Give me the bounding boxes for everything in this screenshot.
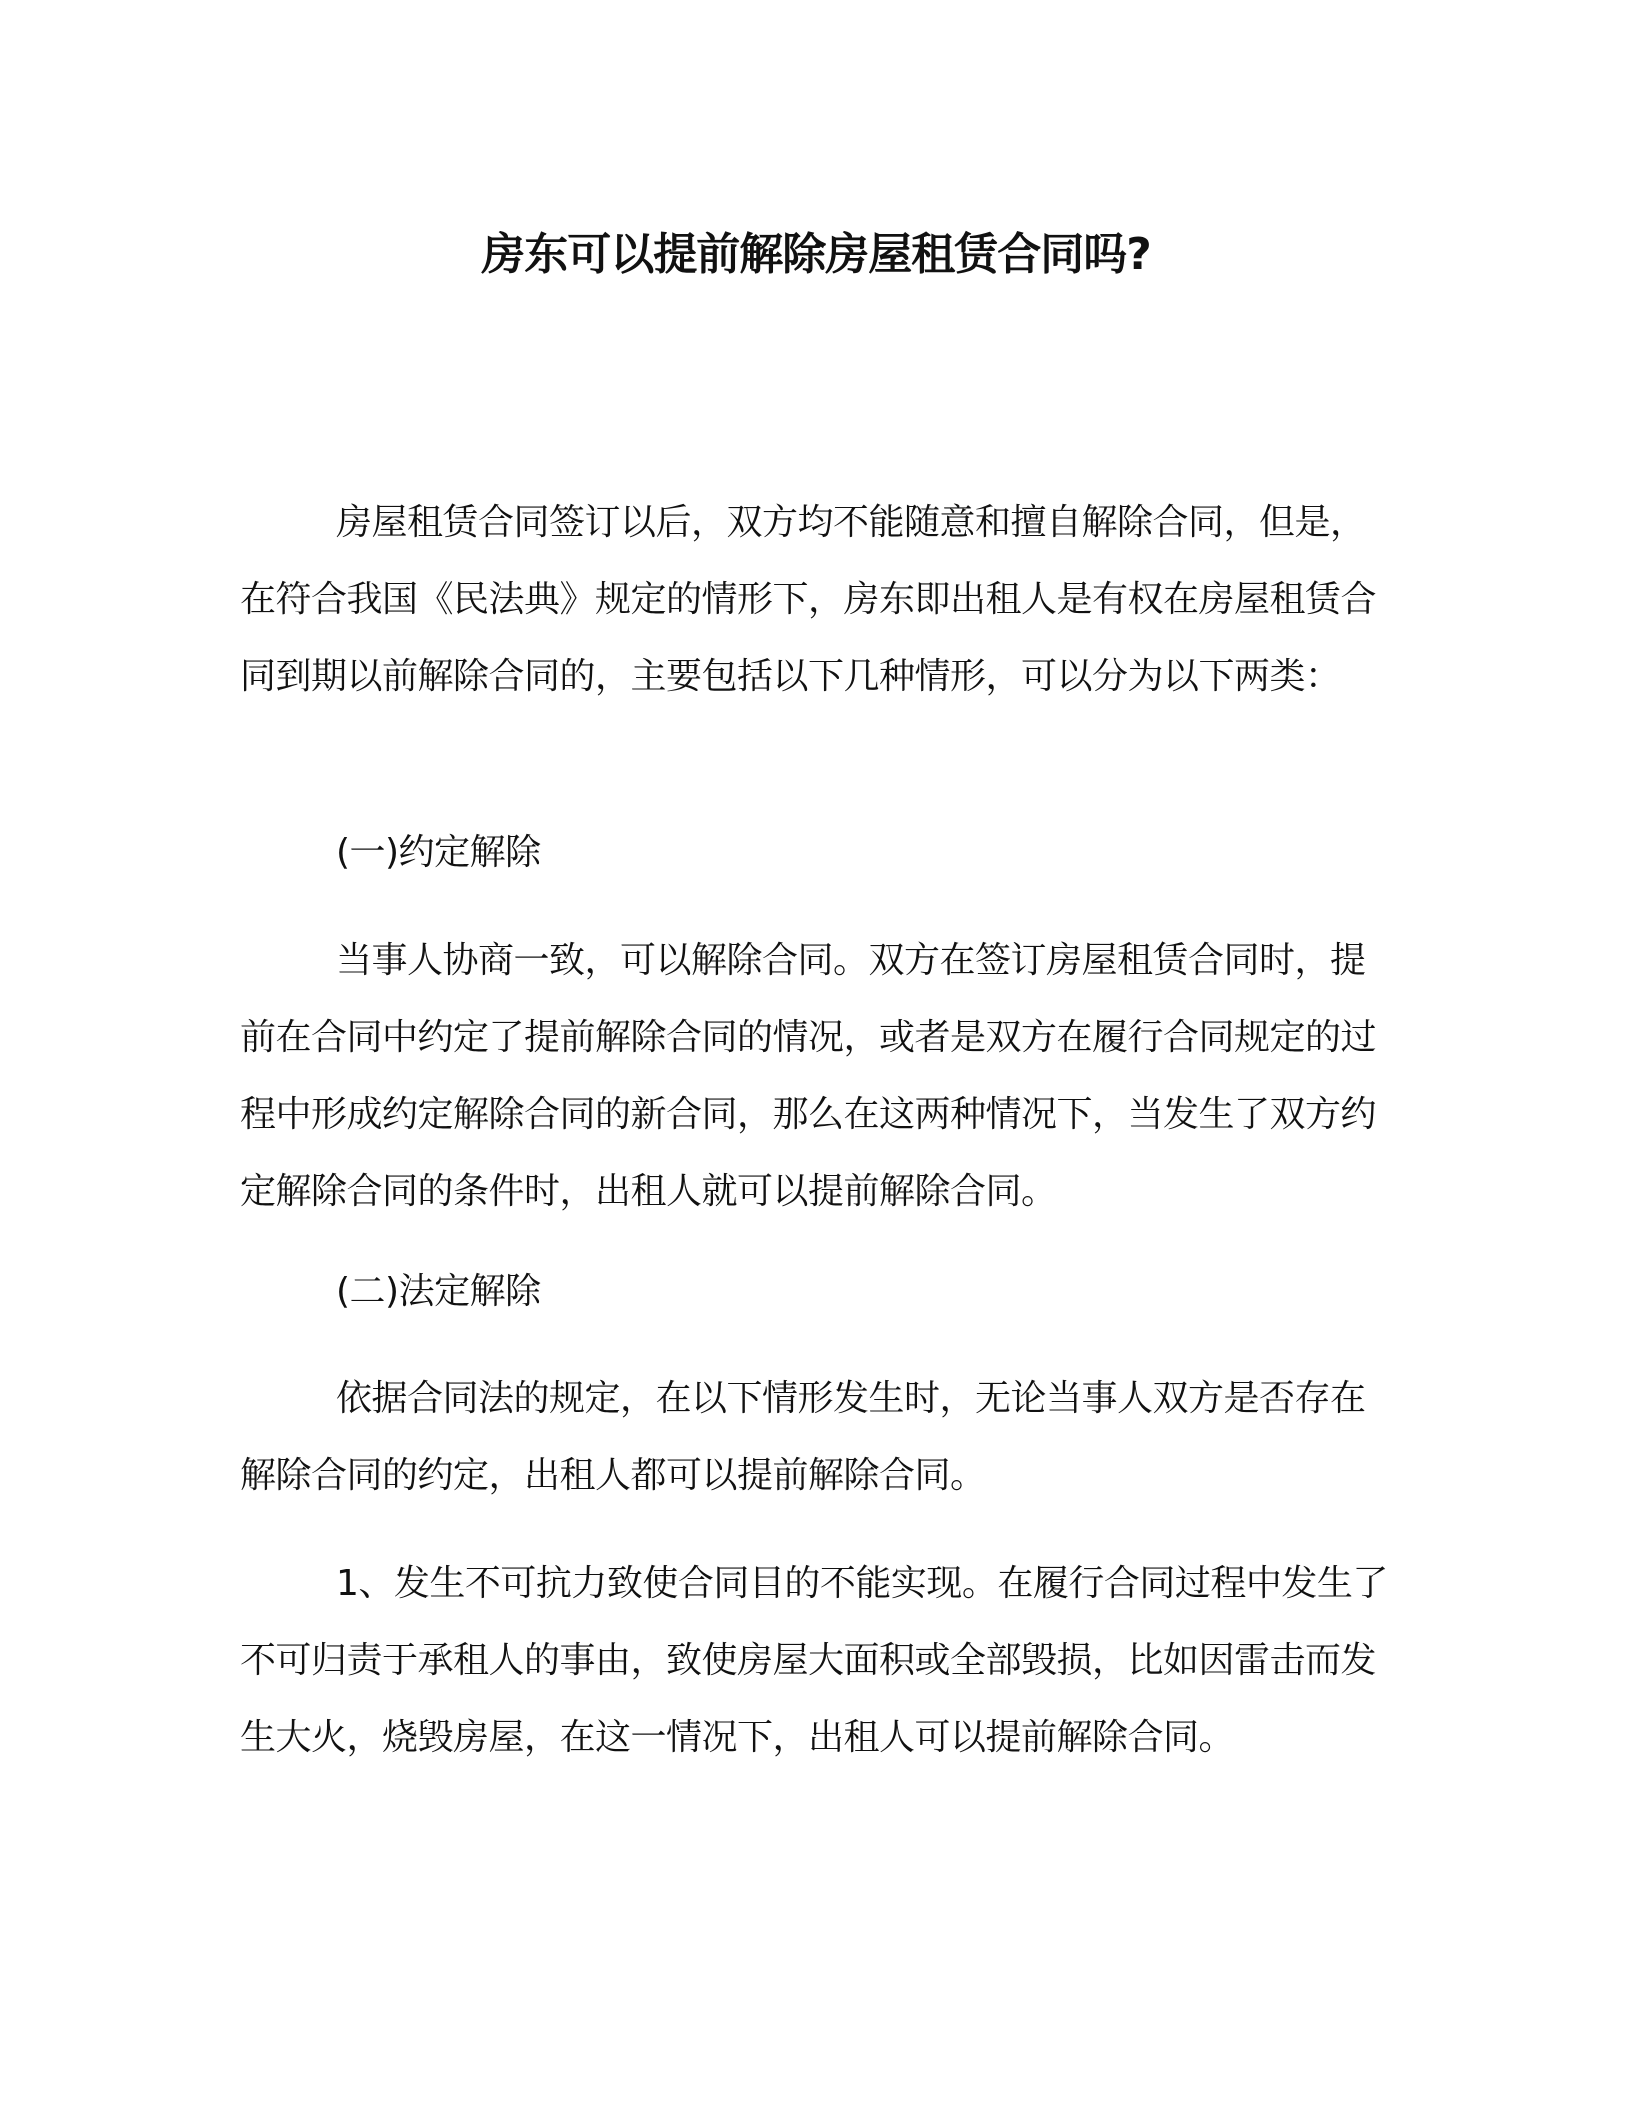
- statutory-termination-paragraph: 依据合同法的规定，在以下情形发生时，无论当事人双方是否存在解除合同的约定，出租人都可以提前解除合同。: [240, 1378, 1366, 1496]
- intro-paragraph: 房屋租赁合同签订以后，双方均不能随意和擅自解除合同，但是，在符合我国《民法典》规定的情形下，房东即出租人是有权在房屋租赁合同到期以前解除合同的，主要包括以下几种情形，可以分为以下两类：: [240, 502, 1377, 697]
- list-item-force-majeure: 1、发生不可抗力致使合同目的不能实现。在履行合同过程中发生了不可归责于承租人的事由，致使房屋大面积或全部毁损，比如因雷击而发生大火，烧毁房屋，在这一情况下，出租人可以提前解除合同。: [240, 1563, 1388, 1758]
- section-heading-agreed-termination: (一)约定解除: [336, 832, 541, 873]
- document-title: 房东可以提前解除房屋租赁合同吗?: [481, 229, 1151, 280]
- agreed-termination-paragraph: 当事人协商一致，可以解除合同。双方在签订房屋租赁合同时，提前在合同中约定了提前解除合同的情况，或者是双方在履行合同规定的过程中形成约定解除合同的新合同，那么在这两种情况下，当发生了双方约定解除合同的条件时，出租人就可以提前解除合同。: [240, 940, 1377, 1212]
- section-heading-statutory-termination: (二)法定解除: [336, 1271, 541, 1312]
